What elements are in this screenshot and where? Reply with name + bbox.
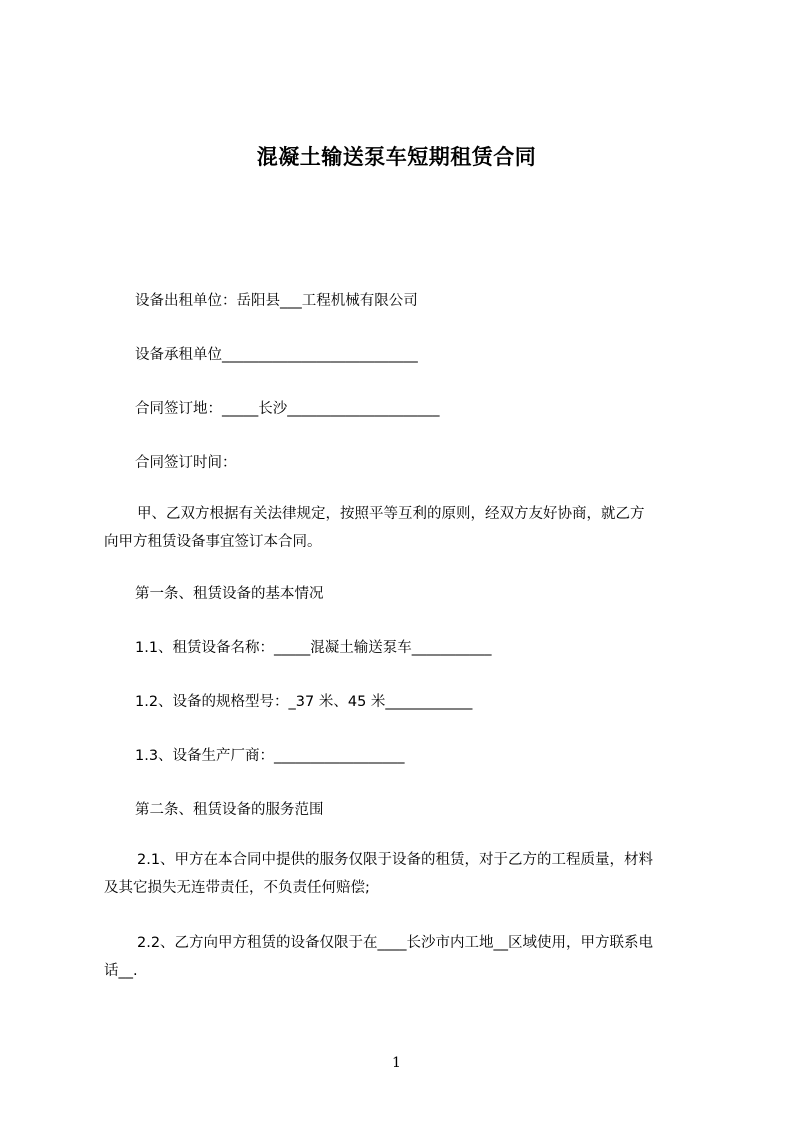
item-2-1-paragraph <box>104 846 712 902</box>
lessor-line: 设备出租单位：岳阳县___工程机械有限公司 <box>135 293 418 309</box>
item-2-2-line-2: 话__. <box>104 963 138 979</box>
item-2-1-line-2: 及其它损失无连带责任，不负责任何赔偿; <box>104 880 370 896</box>
preamble-line-2: 向甲方租赁设备事宜签订本合同。 <box>104 534 322 550</box>
document-title: 混凝土输送泵车短期租赁合同 <box>256 145 537 169</box>
item-1-3: 1.3、设备生产厂商：__________________ <box>135 748 405 764</box>
article-2-heading: 第二条、租赁设备的服务范围 <box>135 802 324 818</box>
page-number: 1 <box>392 1055 401 1071</box>
item-1-2: 1.2、设备的规格型号：_37 米、45 米____________ <box>135 694 473 710</box>
lessee-line: 设备承租单位___________________________ <box>135 347 418 363</box>
sign-time-line: 合同签订时间： <box>135 455 237 471</box>
item-2-2-paragraph <box>104 929 712 985</box>
item-2-2-line-1: 2.2、乙方向甲方租赁的设备仅限于在____长沙市内工地__区域使用，甲方联系电 <box>137 935 654 951</box>
preamble-line-1: 甲、乙双方根据有关法律规定，按照平等互利的原则，经双方友好协商，就乙方 <box>137 506 645 522</box>
article-1-heading: 第一条、租赁设备的基本情况 <box>135 586 324 602</box>
item-1-1: 1.1、租赁设备名称：_____混凝土输送泵车___________ <box>135 640 492 656</box>
preamble-paragraph <box>104 500 712 556</box>
sign-place-line: 合同签订地：_____长沙_____________________ <box>135 401 440 417</box>
item-2-1-line-1: 2.1、甲方在本合同中提供的服务仅限于设备的租赁，对于乙方的工程质量，材料 <box>137 852 654 868</box>
